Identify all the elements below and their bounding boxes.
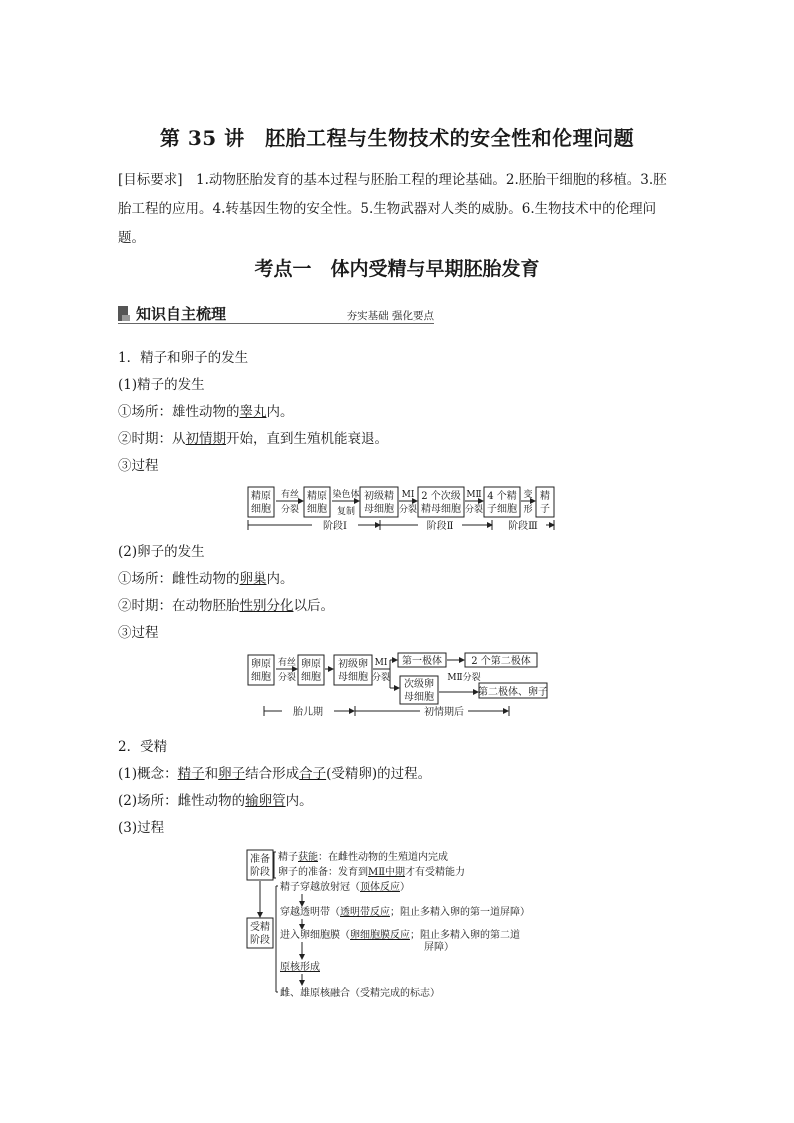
key-term: 卵巢 [239,571,267,587]
bookmark-fold-icon [122,315,130,321]
text: 初级精 [364,491,394,502]
fert-step-5: 雌、雄原核融合（受精完成的标志） [280,988,440,999]
section-bar [118,302,434,324]
text: 2 个次级 [421,491,461,502]
sperm-process-label: ③过程 [118,458,159,474]
key-term: 精子 [177,766,205,782]
subsection-1: 1．精子和卵子的发生 [118,350,249,366]
fert-concept [118,764,431,784]
egg-place [118,569,294,589]
text: 细胞 [307,504,327,515]
prep-row-1: 精子获能：在雌性动物的生殖道内完成 [278,852,448,863]
text: (1)概念： [118,766,178,782]
stage-2-label: 阶段Ⅱ [426,521,454,532]
egg-time [118,596,334,616]
text: 受精 [250,922,270,933]
fertilization-diagram [240,846,560,1002]
fert-place [118,791,313,811]
text: 次级卵 [404,679,434,690]
fert-step-3-continued: 屏障） [424,942,454,953]
text: 有丝 [277,658,297,668]
text: 内。 [266,571,294,587]
stage-2-label: 初情期后 [424,707,464,718]
egg-process-label: ③过程 [118,625,159,641]
subsection-2: 2．受精 [118,739,168,755]
text: 染色体 [332,490,360,500]
text: MⅡ分裂 [447,673,481,683]
sperm-place [118,402,294,422]
fert-step-1: 精子穿越放射冠（顶体反应） [280,882,410,893]
text: 准备 [250,854,270,865]
text: MⅠ [374,658,388,668]
text: 分裂 [371,673,391,683]
text: ①场所：雄性动物的 [118,404,240,420]
text: 母细胞 [338,672,368,683]
text: 内。 [285,793,313,809]
sperm-time [118,429,388,449]
text: 开始，直到生殖机能衰退。 [226,431,388,447]
text: 4 个精 [487,491,517,502]
fert-step-2: 穿越透明带（透明带反应；阻止多精入卵的第一道屏障） [280,907,530,918]
fert-step-4: 原核形成 [280,962,320,973]
text: 卵原 [301,659,321,670]
text: ②时期：从 [118,431,186,447]
key-term: 初情期 [185,431,226,447]
text: 和 [204,766,219,782]
text: 子 [540,504,550,515]
section-subtitle: 夯实基础 强化要点 [346,310,434,322]
text: 内。 [266,404,294,420]
section-label: 知识自主梳理 [136,305,227,323]
sperm-heading: (1)精子的发生 [118,377,205,393]
text: MⅠ [401,490,415,500]
text: 分裂 [277,673,297,683]
text: 分裂 [280,505,300,515]
text: 精母细胞 [421,504,461,515]
key-term: 合子 [299,766,327,782]
text: 细胞 [251,504,271,515]
goals-line-2: 胎工程的应用。4.转基因生物的安全性。5.生物武器对人类的威胁。6.生物技术中的伦理问题。 [118,201,657,246]
text: 有丝 [280,490,300,500]
stage-3-label: 阶段Ⅲ [508,521,538,532]
text: 形 [523,505,533,515]
key-term: 输卵管 [245,793,286,809]
text: 母细胞 [404,692,434,703]
text: MⅡ [466,490,482,500]
text: 变 [523,490,533,500]
text: 卵原 [251,659,271,670]
text: 以后。 [293,598,334,614]
stage-1-label: 胎儿期 [293,707,323,718]
text: 子细胞 [487,504,517,515]
stage-1-label: 阶段Ⅰ [323,521,347,532]
fert-step-3: 进入卵细胞膜（卵细胞膜反应；阻止多精入卵的第二道 [280,930,520,941]
text: (受精卵)的过程。 [326,766,432,782]
topic-heading: 考点一 体内受精与早期胚胎发育 [254,258,540,280]
text: 结合形成 [245,766,300,782]
goals-line-1: [目标要求] 1.动物胚胎发育的基本过程与胚胎工程的理论基础。2.胚胎干细胞的移植。3.胚 [118,172,667,188]
text: 第二极体、卵子 [478,687,548,698]
bracket [274,852,276,878]
key-term: 睾丸 [239,404,267,420]
key-term: 性别分化 [239,598,294,614]
text: 细胞 [301,672,321,683]
goals-paragraph [118,166,678,253]
text: 初级卵 [338,659,368,670]
sperm-process-diagram [240,482,560,536]
text: 复制 [336,507,356,517]
text: 细胞 [251,672,271,683]
egg-heading: (2)卵子的发生 [118,544,205,560]
text: 阶段 [250,935,270,946]
text: (2)场所：雌性动物的 [118,793,246,809]
egg-process-diagram [242,650,562,722]
text: ①场所：雌性动物的 [118,571,240,587]
text: 阶段 [250,867,270,878]
text: 分裂 [464,505,484,515]
text: ②时期：在动物胚胎 [118,598,240,614]
page-title: 第 35 讲 胚胎工程与生物技术的安全性和伦理问题 [159,126,635,150]
text: 精原 [251,491,271,502]
prep-row-2: 卵子的准备：发育到MⅡ中期才有受精能力 [278,867,466,878]
key-term: 卵子 [218,766,246,782]
text: 精原 [307,491,327,502]
text: 第一极体 [402,656,442,667]
fert-process-label: (3)过程 [118,820,165,836]
text: 分裂 [398,505,418,515]
text: 2 个第二极体 [471,656,531,667]
text: 精 [540,491,550,502]
text: 母细胞 [364,504,394,515]
